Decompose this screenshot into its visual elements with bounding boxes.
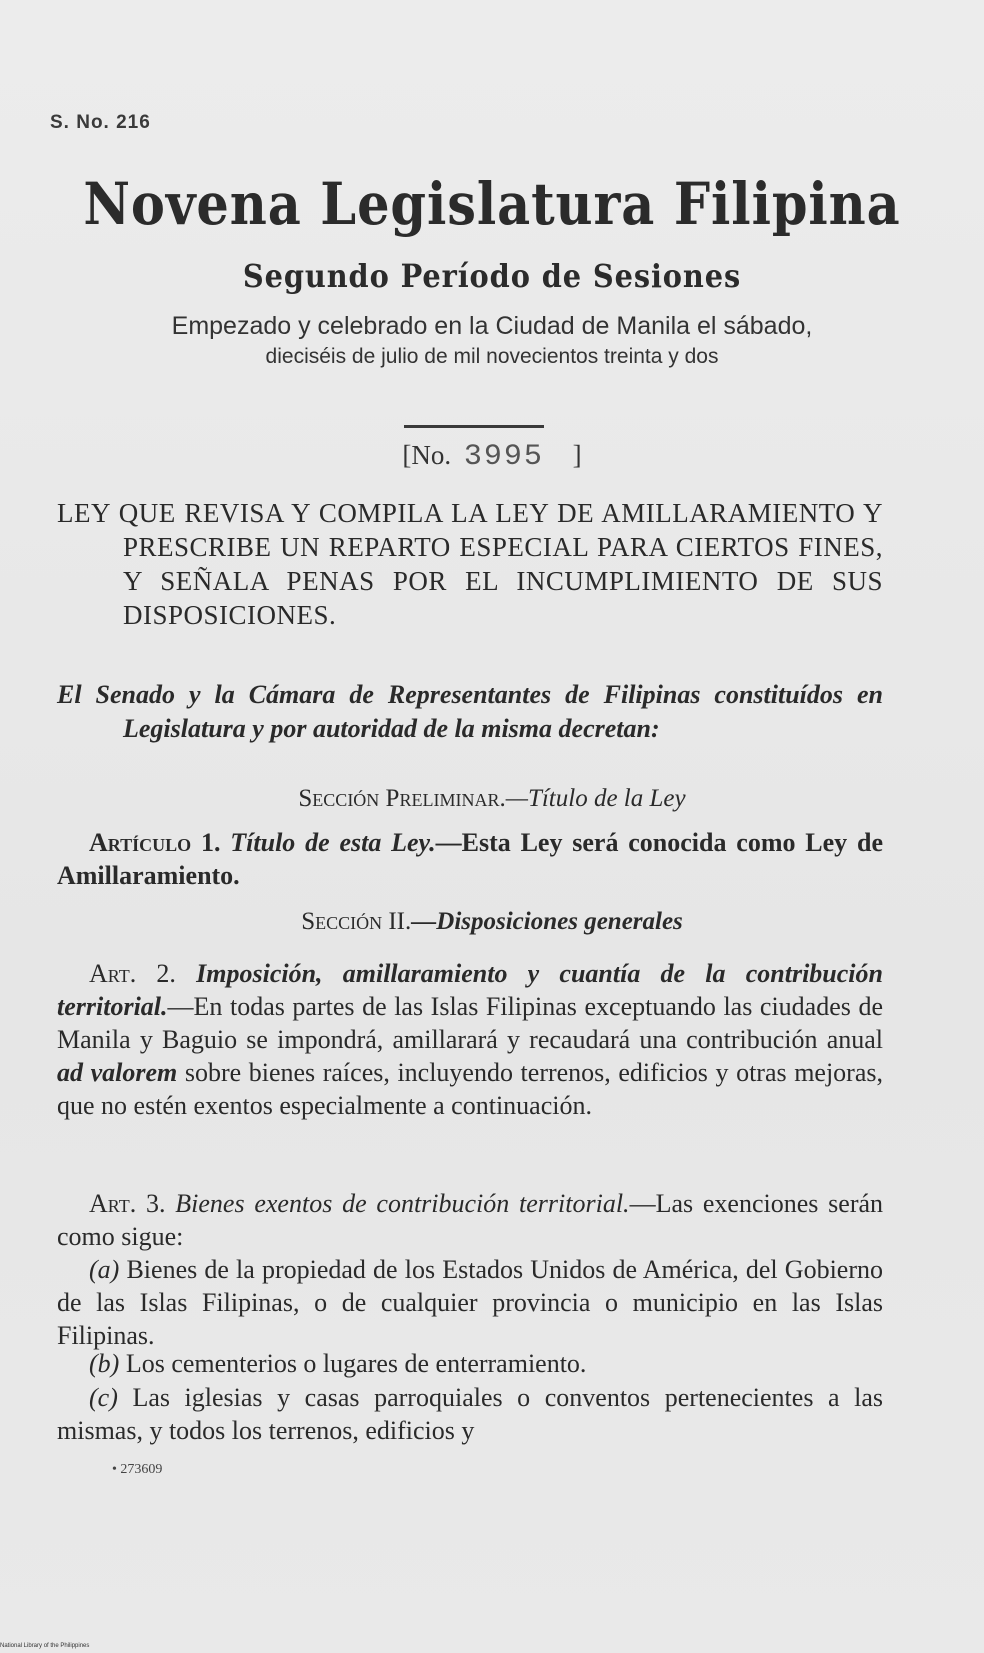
section-preliminar-label: Sección Preliminar.: [298, 785, 506, 812]
article-3-text: —Las exenciones serán como sigue:: [57, 1189, 884, 1251]
act-number-value: 3995: [463, 440, 544, 474]
list-item-c-marker: (c): [89, 1383, 118, 1412]
started-line-1: Empezado y celebrado en la Ciudad de Manila el sábado,: [171, 312, 813, 340]
started-line-2: dieciséis de julio de mil novecientos treinta y dos: [265, 345, 719, 368]
article-3-label: Art. 3.: [89, 1189, 166, 1218]
article-2-label: Art. 2.: [89, 959, 176, 988]
article-1-heading: Título de esta Ley.: [230, 828, 436, 857]
article-2: [57, 957, 883, 1122]
article-2-heading: Imposición, amillaramiento y cuantía de la contribución territorial.: [57, 959, 883, 1021]
article-2-italic-phrase: ad valorem: [57, 1058, 178, 1087]
list-item-b-text: Los cementerios o lugares de enterramiento.: [125, 1349, 587, 1378]
divider-rule: [404, 425, 544, 428]
article-1-label: Artículo 1.: [89, 828, 221, 857]
list-item-a: [57, 1253, 883, 1352]
session-subtitle: Segundo Período de Sesiones: [242, 257, 742, 295]
article-2-text-1: —En todas partes de las Islas Filipinas exceptuando las ciudades de Manila y Baguio se impondrá, amillarará y recaudará una contribución anual: [57, 992, 883, 1054]
section-ii-title: —Disposiciones generales: [411, 908, 683, 935]
section-preliminar-heading: [0, 785, 984, 813]
act-number-prefix: [No.: [402, 440, 452, 470]
article-2-text-2: sobre bienes raíces, incluyendo terrenos, edificios y otras mejoras, que no estén exentos especialmente a continuación.: [57, 1058, 883, 1120]
list-item-a-text: Bienes de la propiedad de los Estados Unidos de América, del Gobierno de las Islas Filipinas, o de cualquier provincia o municipio en las Islas Filipinas.: [57, 1255, 883, 1350]
section-ii-label: Sección II.: [301, 908, 412, 935]
act-number-suffix: ]: [572, 440, 582, 470]
article-3: [57, 1187, 883, 1253]
list-item-b: [57, 1347, 883, 1380]
footer-code: • 273609: [112, 1462, 163, 1477]
list-item-b-marker: (b): [89, 1349, 120, 1378]
list-item-c-text: Las iglesias y casas parroquiales o conventos pertenecientes a las mismas, y todos los terrenos, edificios y: [57, 1383, 884, 1445]
section-preliminar-title: —Título de la Ley: [505, 785, 686, 812]
article-3-heading: Bienes exentos de contribución territorial.: [175, 1189, 630, 1218]
list-item-c: [57, 1381, 883, 1447]
act-title: LEY QUE REVISA Y COMPILA LA LEY DE AMILLARAMIENTO Y PRESCRIBE UN REPARTO ESPECIAL PARA CIERTOS FINES, Y SEÑALA PENAS POR EL INCUMPLIMIENTO DE SUS DISPOSICIONES.: [57, 498, 883, 630]
enacting-clause: El Senado y la Cámara de Representantes de Filipinas constituídos en Legislatura y por autoridad de la misma decretan:: [57, 680, 883, 743]
act-number: [0, 440, 984, 474]
bottom-credit: National Library of the Philippines: [0, 1643, 90, 1649]
legislature-title: Novena Legislatura Filipina: [83, 170, 901, 238]
article-1: [57, 826, 883, 892]
list-item-a-marker: (a): [89, 1255, 120, 1284]
section-ii-heading: [0, 908, 984, 936]
article-1-text: —Esta Ley será conocida como Ley de Amillaramiento.: [57, 828, 883, 890]
bill-number: S. No. 216: [50, 112, 151, 133]
